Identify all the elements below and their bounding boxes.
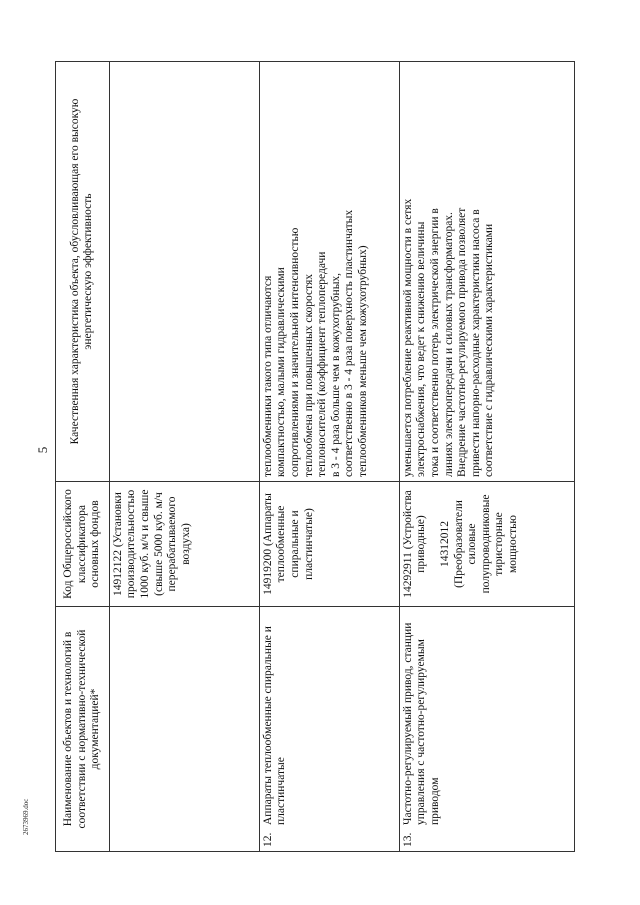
description-line: линиях электропередачи и силовых трансформаторах. <box>442 212 455 477</box>
row-number: 13. <box>401 832 414 847</box>
description-line: соответственно в 3 - 4 раза поверхность пластинчатых <box>343 209 356 477</box>
description-line: теплообменников меньше чем кожухотрубных) <box>356 245 369 477</box>
description-line: уменьшается потребление реактивной мощности в сетях <box>401 198 414 477</box>
table-row <box>259 62 399 852</box>
efficiency-description-cell <box>259 62 399 482</box>
rotated-page <box>35 62 560 852</box>
okof-code-cell <box>109 482 259 607</box>
header-description: Качественная характеристика объекта, обусловливающая его высокую энергетическую эффективность <box>56 62 110 482</box>
classification-table <box>55 61 575 852</box>
efficiency-description-cell <box>109 62 259 482</box>
object-name: Аппараты теплообменные спиральные и пластинчатые <box>261 626 288 825</box>
description-line: привести напорно-расходные характеристики насоса в <box>469 209 482 477</box>
table-row <box>399 62 574 852</box>
header-name: Наименование объектов и технологий в соответствии с нормативно-технической документацией* <box>56 607 110 852</box>
description-line: теплоносителей (коэффициент теплопередачи <box>316 251 329 477</box>
okof-code: 14292911 (Устройства приводные) <box>401 490 428 598</box>
row-number: 12. <box>261 832 274 847</box>
okof-code: 14919200 (Аппараты теплообменные спиральные и пластинчатые) <box>261 493 315 595</box>
description-line: тока и соответственно потерь электрической энергии в <box>428 208 441 477</box>
object-name-cell <box>259 607 399 852</box>
description-line: электроснабжения, что ведет к снижению величины <box>415 221 428 477</box>
description-line: в 3 - 4 раза больше чем в кожухотрубных, <box>329 272 342 477</box>
description-line: Внедрение частотно-регулируемого привода позволяет <box>456 207 469 477</box>
header-code: Код Общероссийского классификатора основных фондов <box>56 482 110 607</box>
object-name: Частотно-регулируемый привод, станции управления с частотно-регулируемым приводом <box>401 622 441 825</box>
okof-code: 14312012 (Преобразователи силовые полупроводниковые тиристорные мощностью <box>438 494 519 594</box>
okof-code-cell <box>259 482 399 607</box>
description-line: теплообменники такого типа отличаются <box>261 275 274 477</box>
okof-code-cell <box>399 482 574 607</box>
description-line: сопротивлениями и значительной интенсивностью <box>288 227 301 477</box>
object-name-cell <box>109 607 259 852</box>
object-name-cell <box>399 607 574 852</box>
okof-code: 14912122 (Установки производительностью 1000 куб. м/ч и свыше (свыше 5000 куб. м/ч перерабатываемого воздуха) <box>111 489 192 599</box>
efficiency-description-cell <box>399 62 574 482</box>
table-row <box>109 62 259 852</box>
document-filename: 2673969.doc <box>22 798 30 835</box>
description-line: соответствие с гидравлическими характеристиками <box>483 223 496 477</box>
description-line: теплообмена при повышенных скоростях <box>302 273 315 477</box>
description-line: компактностью, малыми гидравлическими <box>275 267 288 477</box>
page-number: 5 <box>35 446 50 454</box>
table-header-row <box>56 62 110 852</box>
